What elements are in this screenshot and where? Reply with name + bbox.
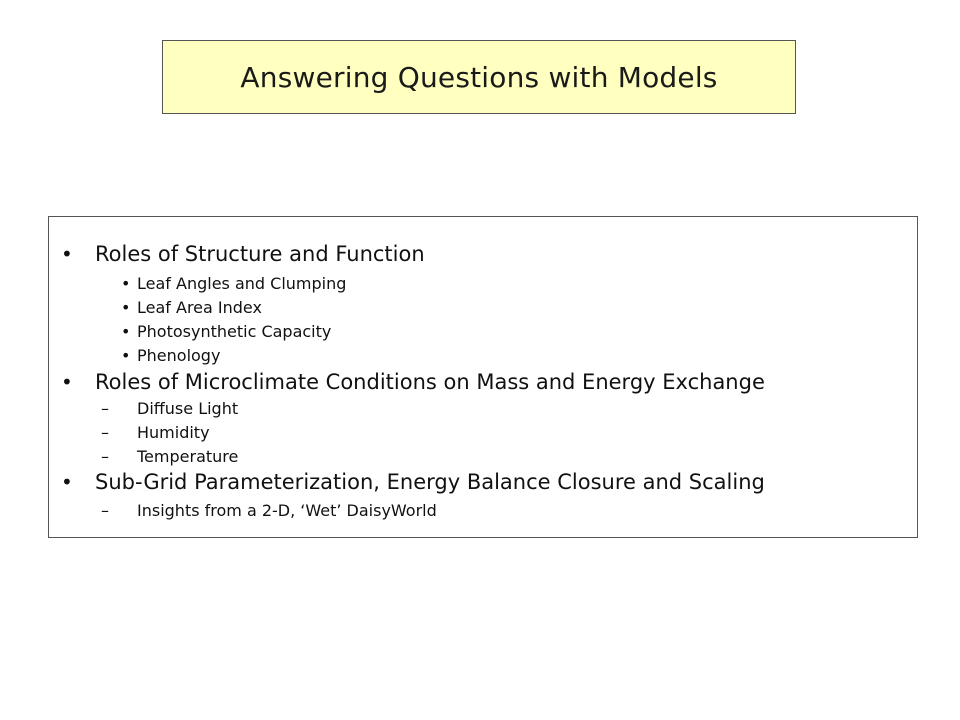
outline-item-label: Sub-Grid Parameterization, Energy Balance Closure and Scaling <box>95 470 765 494</box>
dash-icon: – <box>101 447 109 466</box>
sub-item <box>101 399 238 418</box>
bullet-icon: • <box>121 274 131 293</box>
outline-item-microclimate <box>61 370 765 394</box>
outline-item-subgrid <box>61 470 765 494</box>
sub-item-label: Leaf Angles and Clumping <box>137 274 347 293</box>
sub-item <box>121 298 262 317</box>
title-box <box>162 40 796 114</box>
dash-icon: – <box>101 423 109 442</box>
bullet-icon: • <box>121 346 131 365</box>
slide-title: Answering Questions with Models <box>240 60 718 94</box>
sub-item-label: Photosynthetic Capacity <box>137 322 332 341</box>
outline-item-label: Roles of Structure and Function <box>95 242 425 266</box>
dash-icon: – <box>101 399 109 418</box>
bullet-icon: • <box>61 470 73 494</box>
bullet-icon: • <box>61 370 73 394</box>
dash-icon: – <box>101 501 109 520</box>
bullet-icon: • <box>121 298 131 317</box>
outline-item-structure-function <box>61 242 425 266</box>
sub-item <box>101 447 238 466</box>
sub-item <box>101 423 210 442</box>
sub-item-label: Leaf Area Index <box>137 298 262 317</box>
outline-item-label: Roles of Microclimate Conditions on Mass and Energy Exchange <box>95 370 765 394</box>
sub-item <box>121 346 220 365</box>
bullet-icon: • <box>121 322 131 341</box>
sub-item-label: Humidity <box>137 423 210 442</box>
sub-item <box>121 322 331 341</box>
sub-item-label: Insights from a 2-D, ‘Wet’ DaisyWorld <box>137 501 437 520</box>
sub-item <box>101 501 437 520</box>
sub-item-label: Diffuse Light <box>137 399 239 418</box>
content-box <box>48 216 918 538</box>
sub-item-label: Temperature <box>137 447 239 466</box>
sub-item <box>121 274 346 293</box>
bullet-icon: • <box>61 242 73 266</box>
sub-item-label: Phenology <box>137 346 221 365</box>
